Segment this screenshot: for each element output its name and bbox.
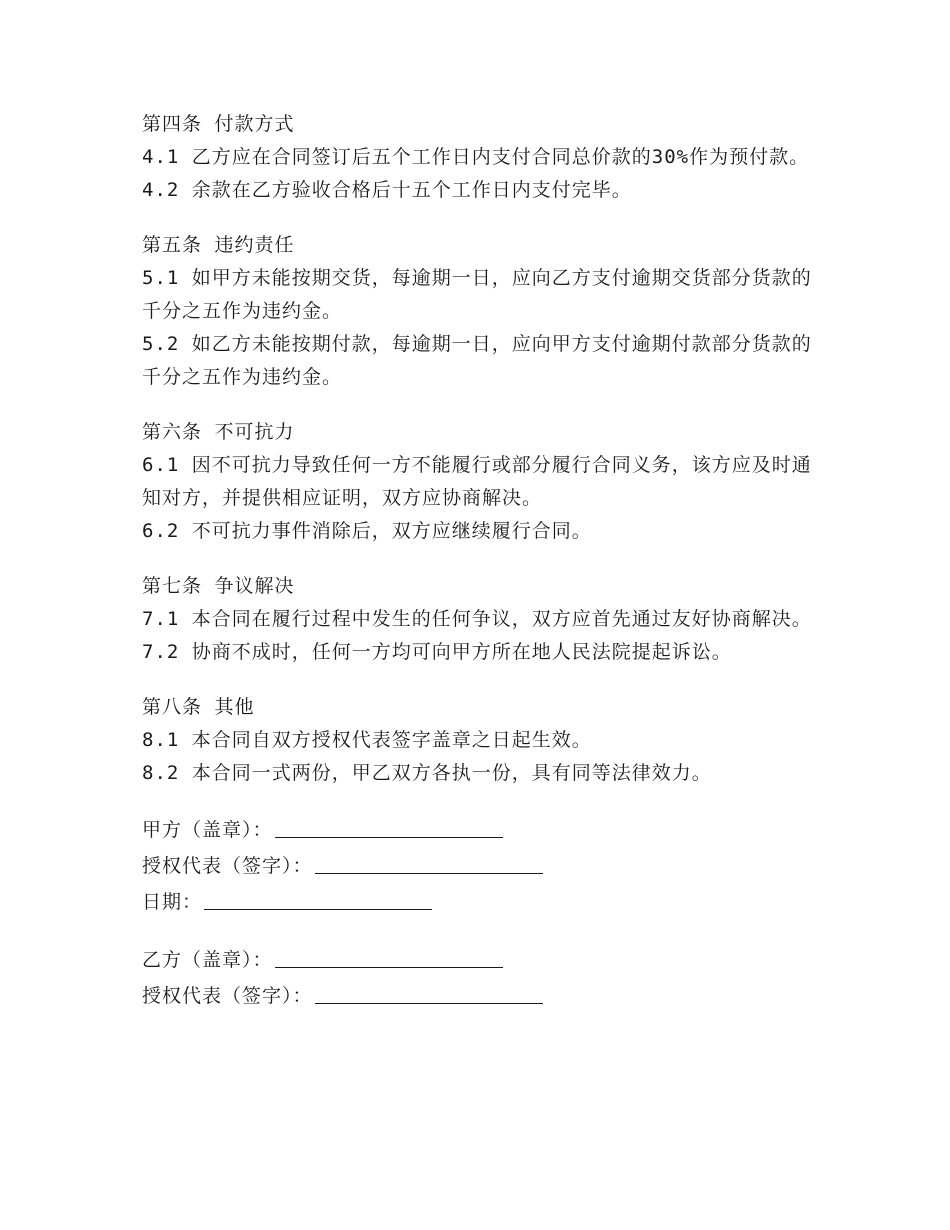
party-a-date-label: 日期： xyxy=(142,891,203,913)
party-a-signature-block xyxy=(142,812,812,920)
party-b-signature-block xyxy=(142,942,812,1014)
clause-8-2: 8.2 本合同一式两份，甲乙双方各执一份，具有同等法律效力。 xyxy=(142,762,712,784)
clause-7-1: 7.1 本合同在履行过程中发生的任何争议，双方应首先通过友好协商解决。 xyxy=(142,608,812,630)
article-8-other xyxy=(142,691,812,790)
clause-4-1: 4.1 乙方应在合同签订后五个工作日内支付合同总价款的30%作为预付款。 xyxy=(142,146,810,168)
article-6-force-majeure xyxy=(142,416,812,548)
clause-6-2: 6.2 不可抗力事件消除后，双方应继续履行合同。 xyxy=(142,520,592,542)
party-a-date-row xyxy=(142,884,812,920)
clause-7-2: 7.2 协商不成时，任何一方均可向甲方所在地人民法院提起诉讼。 xyxy=(142,641,732,663)
party-a-rep-label: 授权代表（签字）： xyxy=(142,855,313,877)
article-title: 第六条 不可抗力 xyxy=(142,421,295,443)
party-b-rep-row xyxy=(142,978,812,1014)
party-b-seal-row xyxy=(142,942,812,978)
party-a-rep-row xyxy=(142,848,812,884)
article-title: 第五条 违约责任 xyxy=(142,234,295,256)
party-a-seal-label: 甲方（盖章）： xyxy=(142,819,273,841)
article-7-disputes xyxy=(142,570,812,669)
party-a-seal-blank[interactable] xyxy=(275,817,503,838)
party-a-seal-row xyxy=(142,812,812,848)
clause-4-2: 4.2 余款在乙方验收合格后十五个工作日内支付完毕。 xyxy=(142,179,632,201)
clause-5-2: 5.2 如乙方未能按期付款，每逾期一日，应向甲方支付逾期付款部分货款的千分之五作为违约金。 xyxy=(142,333,812,388)
party-b-rep-label: 授权代表（签字）： xyxy=(142,985,313,1007)
article-title: 第四条 付款方式 xyxy=(142,113,295,135)
contract-body xyxy=(142,108,812,1036)
article-title: 第八条 其他 xyxy=(142,696,255,718)
article-5-liability xyxy=(142,229,812,394)
clause-5-1: 5.1 如甲方未能按期交货，每逾期一日，应向乙方支付逾期交货部分货款的千分之五作为违约金。 xyxy=(142,267,812,322)
clause-6-1: 6.1 因不可抗力导致任何一方不能履行或部分履行合同义务，该方应及时通知对方，并提供相应证明，双方应协商解决。 xyxy=(142,454,812,509)
party-b-rep-blank[interactable] xyxy=(315,983,543,1004)
article-title: 第七条 争议解决 xyxy=(142,575,295,597)
clause-8-1: 8.1 本合同自双方授权代表签字盖章之日起生效。 xyxy=(142,729,592,751)
party-a-date-blank[interactable] xyxy=(204,889,432,910)
party-b-seal-blank[interactable] xyxy=(275,947,503,968)
party-b-seal-label: 乙方（盖章）： xyxy=(142,949,273,971)
party-a-rep-blank[interactable] xyxy=(315,853,543,874)
article-4-payment xyxy=(142,108,812,207)
